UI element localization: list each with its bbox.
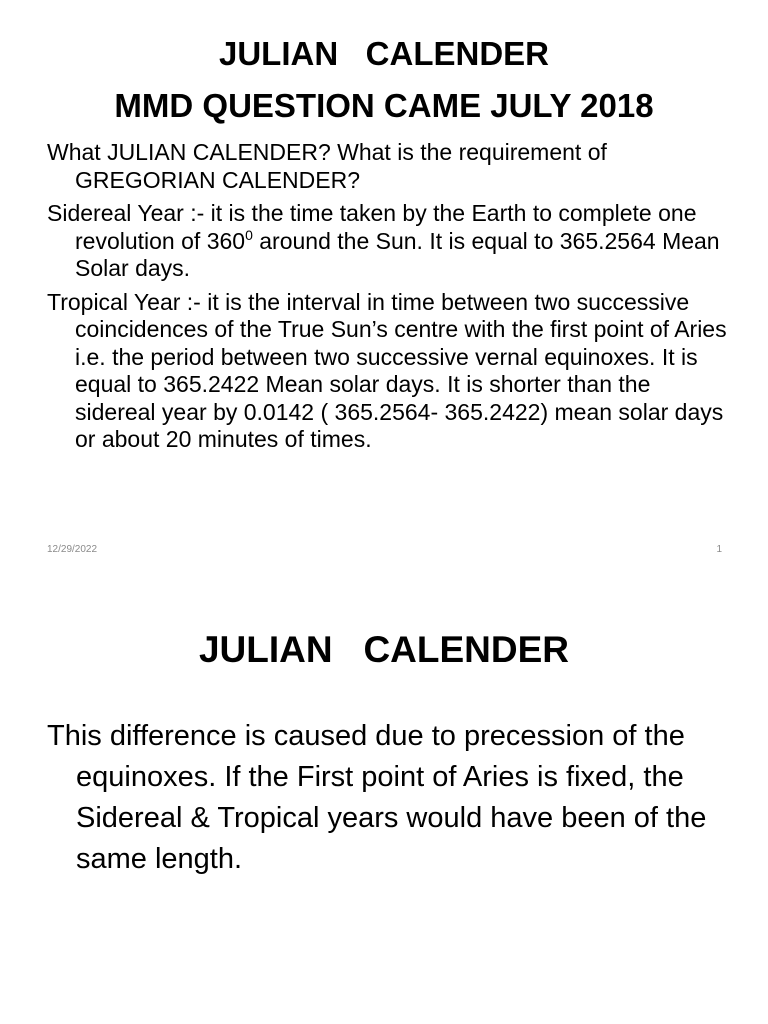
footer-page-number: 1 (716, 544, 722, 555)
sidereal-text-start: Sidereal Year :- it is the time taken by the Earth to complete one revolution of 360 (47, 200, 697, 254)
paragraph-question: What JULIAN CALENDER? What is the requirement of GREGORIAN CALENDER? (47, 139, 607, 193)
sidereal-text-end: around the Sun. It is equal to 365.2564 Mean Solar days. (75, 227, 720, 281)
degree-superscript: 0 (245, 226, 253, 243)
footer-date: 12/29/2022 (47, 544, 98, 555)
paragraph-precession: This difference is caused due to precession of the equinoxes. If the First point of Aries is fixed, the Sidereal & Tropical years would have been of the same length. (47, 720, 707, 875)
slide-1-body (47, 139, 737, 460)
slide-1-title-line-2: MMD QUESTION CAME JULY 2018 (114, 87, 654, 124)
slide-2 (0, 572, 768, 1024)
slide-1-title (0, 28, 768, 132)
slide-2-body (47, 716, 737, 880)
paragraph-tropical-year: Tropical Year :- it is the interval in time between two successive coincidences of the True Sun’s centre with the first point of Aries i.e. the period between two successive vernal equinoxes. It is equal to 365.2422 Mean solar days. It is shorter than the sidereal year by 0.0142 ( 365.2564- 365.2422) mean solar days or about 20 minutes of times. (47, 288, 727, 452)
slide-2-title: JULIAN CALENDER (198, 629, 570, 670)
paragraph-sidereal-year (47, 200, 737, 283)
slide-1-title-line-1: JULIAN CALENDER (218, 35, 550, 72)
